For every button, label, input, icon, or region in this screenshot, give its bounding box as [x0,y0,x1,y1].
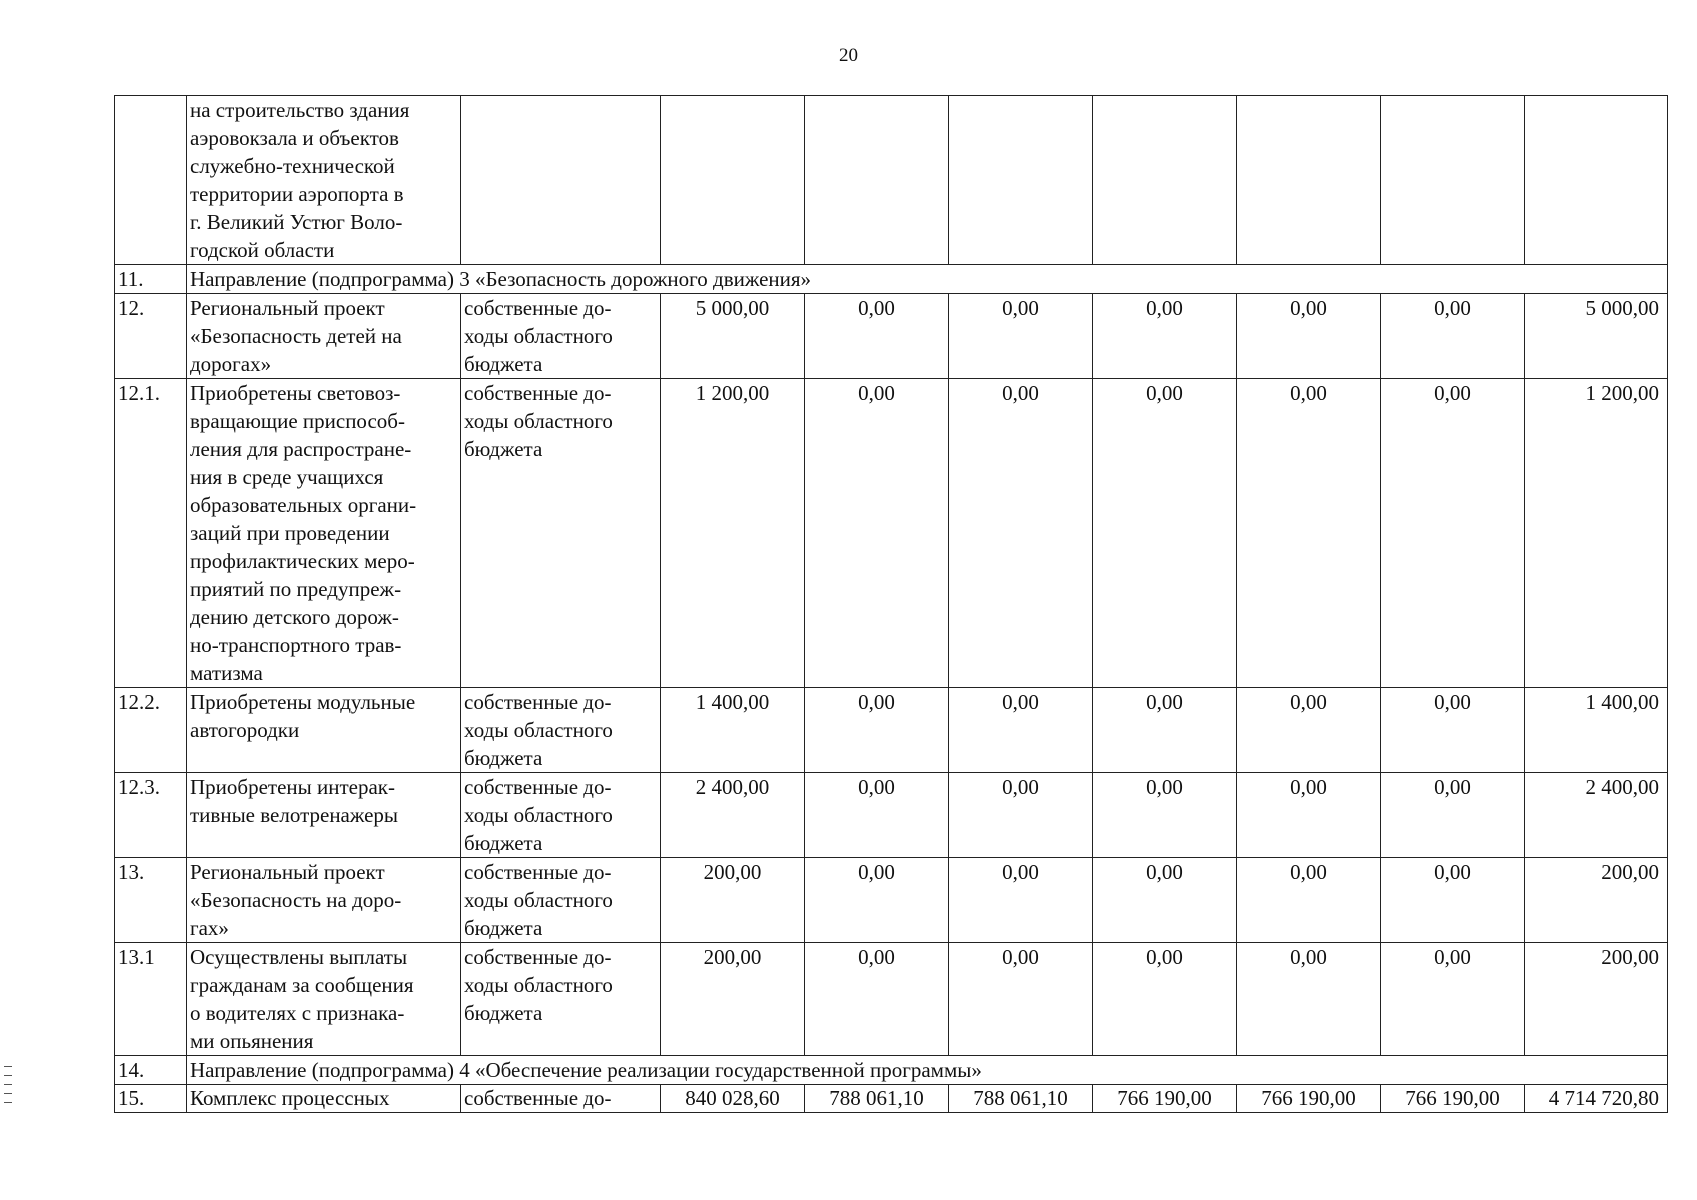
year-value-cell: 0,00 [1093,858,1237,943]
section-heading-cell: Направление (подпрограмма) 3 «Безопасность дорожного движения» [187,265,1668,294]
year-value-cell: 0,00 [949,773,1093,858]
funding-source-cell: собственные до- ходы областного бюджета [461,379,661,688]
year-value-cell: 0,00 [1093,294,1237,379]
table-row [115,858,1668,943]
funding-source-cell: собственные до- ходы областного бюджета [461,943,661,1056]
year-value-cell: 0,00 [805,858,949,943]
funding-source-cell: собственные до- ходы областного бюджета [461,858,661,943]
item-name-cell: Осуществлены выплаты гражданам за сообщения о водителях с признака- ми опьянения [187,943,461,1056]
year-value-cell: 766 190,00 [1381,1085,1525,1113]
section-heading-row [115,1056,1668,1085]
table-row [115,379,1668,688]
table-row [115,96,1668,265]
item-name-cell: Региональный проект «Безопасность детей на дорогах» [187,294,461,379]
year-value-cell: 0,00 [949,294,1093,379]
row-number-cell: 12.2. [115,688,187,773]
table-row [115,1085,1668,1113]
funding-source-cell: собственные до- ходы областного бюджета [461,294,661,379]
table-row [115,773,1668,858]
row-number-cell: 12. [115,294,187,379]
year-value-cell: 0,00 [949,943,1093,1056]
year-value-cell: 0,00 [1237,379,1381,688]
year-value-cell: 0,00 [1381,688,1525,773]
year-value-cell [949,96,1093,265]
total-value-cell: 4 714 720,80 [1525,1085,1668,1113]
funding-source-cell: собственные до- [461,1085,661,1113]
year-value-cell: 200,00 [661,858,805,943]
year-value-cell: 0,00 [1237,773,1381,858]
year-value-cell: 0,00 [1237,688,1381,773]
year-value-cell: 766 190,00 [1237,1085,1381,1113]
row-number-cell: 11. [115,265,187,294]
year-value-cell: 840 028,60 [661,1085,805,1113]
year-value-cell: 0,00 [1093,943,1237,1056]
item-name-cell: Приобретены световоз- вращающие приспособ- ления для распростране- ния в среде учащихся образовательных органи- заций при проведении профилактических меро- приятий по предупреж- дению детского дорож- но-транспортного трав- матизма [187,379,461,688]
year-value-cell: 5 000,00 [661,294,805,379]
section-heading-cell: Направление (подпрограмма) 4 «Обеспечение реализации государственной программы» [187,1056,1668,1085]
year-value-cell: 0,00 [949,379,1093,688]
year-value-cell: 766 190,00 [1093,1085,1237,1113]
year-value-cell: 0,00 [1093,379,1237,688]
table-body [115,96,1668,1113]
row-number-cell [115,96,187,265]
year-value-cell: 0,00 [1237,943,1381,1056]
total-value-cell: 1 200,00 [1525,379,1668,688]
row-number-cell: 12.3. [115,773,187,858]
table-row [115,943,1668,1056]
row-number-cell: 13.1 [115,943,187,1056]
year-value-cell: 1 200,00 [661,379,805,688]
item-name-cell: Приобретены интерак- тивные велотренажеры [187,773,461,858]
year-value-cell [661,96,805,265]
year-value-cell: 0,00 [1237,294,1381,379]
year-value-cell: 0,00 [805,688,949,773]
page-number: 20 [839,45,858,66]
item-name-cell: на строительство здания аэровокзала и объектов служебно-технической территории аэропорта в г. Великий Устюг Воло- годской области [187,96,461,265]
item-name-cell: Региональный проект «Безопасность на доро- гах» [187,858,461,943]
item-name-cell: Комплекс процессных [187,1085,461,1113]
year-value-cell: 0,00 [1093,773,1237,858]
year-value-cell: 788 061,10 [949,1085,1093,1113]
year-value-cell: 0,00 [1237,858,1381,943]
year-value-cell: 0,00 [949,858,1093,943]
year-value-cell: 0,00 [1381,294,1525,379]
year-value-cell: 0,00 [1381,773,1525,858]
year-value-cell: 0,00 [805,773,949,858]
table-row [115,294,1668,379]
section-heading-row [115,265,1668,294]
year-value-cell: 0,00 [805,294,949,379]
total-value-cell: 2 400,00 [1525,773,1668,858]
year-value-cell: 788 061,10 [805,1085,949,1113]
total-value-cell: 200,00 [1525,858,1668,943]
year-value-cell [805,96,949,265]
total-value-cell: 5 000,00 [1525,294,1668,379]
total-value-cell: 1 400,00 [1525,688,1668,773]
year-value-cell [1093,96,1237,265]
row-number-cell: 14. [115,1056,187,1085]
item-name-cell: Приобретены модульные автогородки [187,688,461,773]
year-value-cell: 1 400,00 [661,688,805,773]
year-value-cell: 0,00 [949,688,1093,773]
funding-source-cell: собственные до- ходы областного бюджета [461,773,661,858]
row-number-cell: 13. [115,858,187,943]
year-value-cell: 0,00 [1381,379,1525,688]
funding-source-cell [461,96,661,265]
year-value-cell: 2 400,00 [661,773,805,858]
year-value-cell: 0,00 [805,943,949,1056]
funding-source-cell: собственные до- ходы областного бюджета [461,688,661,773]
scan-margin-marks [4,1066,12,1112]
year-value-cell: 0,00 [805,379,949,688]
row-number-cell: 15. [115,1085,187,1113]
budget-table [114,95,1668,1113]
year-value-cell: 200,00 [661,943,805,1056]
year-value-cell [1237,96,1381,265]
total-value-cell [1525,96,1668,265]
year-value-cell: 0,00 [1381,943,1525,1056]
row-number-cell: 12.1. [115,379,187,688]
table-row [115,688,1668,773]
year-value-cell [1381,96,1525,265]
year-value-cell: 0,00 [1381,858,1525,943]
year-value-cell: 0,00 [1093,688,1237,773]
total-value-cell: 200,00 [1525,943,1668,1056]
